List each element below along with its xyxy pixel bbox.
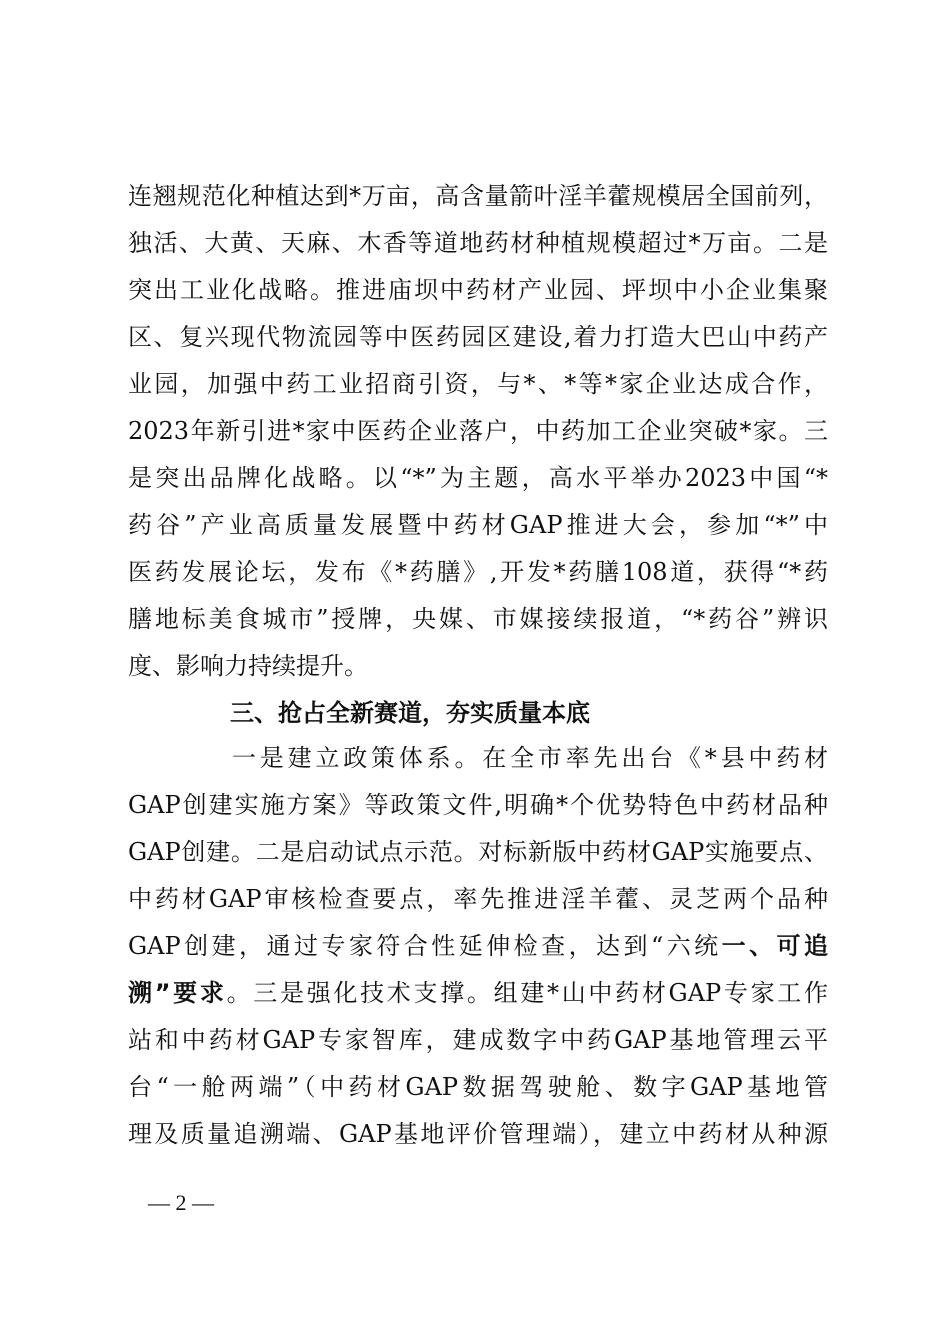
text-line: 2023年新引进*家中医药企业落户，中药加工企业突破*家。三	[128, 417, 828, 445]
paragraph-gap-quality	[128, 735, 828, 1158]
text-line: 膳地标美食城市”授牌，央媒、市媒接续报道，“*药谷”辨识	[128, 605, 828, 633]
page-number: — 2 —	[148, 1190, 214, 1215]
paragraph-industry-strategy	[128, 173, 828, 690]
text-line: 是突出品牌化战略。以“*”为主题，高水平举办2023中国“*	[128, 464, 828, 492]
text-line: GAP创建。二是启动试点示范。对标新版中药材GAP实施要点、	[128, 838, 828, 866]
text-line: 医药发展论坛，发布《*药膳》,开发*药膳108道，获得“*药	[128, 558, 828, 586]
text-line: 独活、大黄、天麻、木香等道地药材种植规模超过*万亩。二是	[128, 229, 828, 257]
text-line: 台“一舱两端”（中药材GAP数据驾驶舱、数字GAP基地管	[128, 1073, 828, 1101]
text-line: 业园，加强中药工业招商引资，与*、*等*家企业达成合作，	[128, 370, 828, 398]
section-heading: 三、抢占全新赛道，夯实质量本底	[230, 699, 590, 727]
text-line: 突出工业化战略。推进庙坝中药材产业园、坪坝中小企业集聚	[128, 276, 828, 304]
bold-text-run: 一、可追	[721, 932, 829, 960]
text-run: GAP创建，通过专家符合性延伸检查，达到“六统	[128, 932, 722, 960]
text-line: GAP创建实施方案》等政策文件,明确*个优势特色中药材品种	[128, 791, 828, 819]
text-line	[128, 970, 828, 1017]
text-line: 一是建立政策体系。在全市率先出台《*县中药材	[232, 744, 828, 772]
text-line: 区、复兴现代物流园等中医药园区建设,着力打造大巴山中药产	[128, 323, 828, 351]
text-line: 药谷”产业高质量发展暨中药材GAP推进大会，参加“*”中	[128, 511, 828, 539]
text-run: 。三是强化技术支撑。组建*山中药材GAP专家工作	[226, 979, 828, 1007]
text-line: 站和中药材GAP专家智库，建成数字中药GAP基地管理云平	[128, 1026, 828, 1054]
text-line: 连翘规范化种植达到*万亩，高含量箭叶淫羊藿规模居全国前列，	[128, 182, 828, 210]
text-line: 理及质量追溯端、GAP基地评价管理端），建立中药材从种源	[128, 1120, 828, 1148]
text-line: 度、影响力持续提升。	[128, 652, 368, 680]
text-line: 中药材GAP审核检查要点，率先推进淫羊藿、灵芝两个品种	[128, 885, 828, 913]
text-line	[128, 923, 828, 970]
bold-text-run: 溯”要求	[128, 979, 227, 1007]
